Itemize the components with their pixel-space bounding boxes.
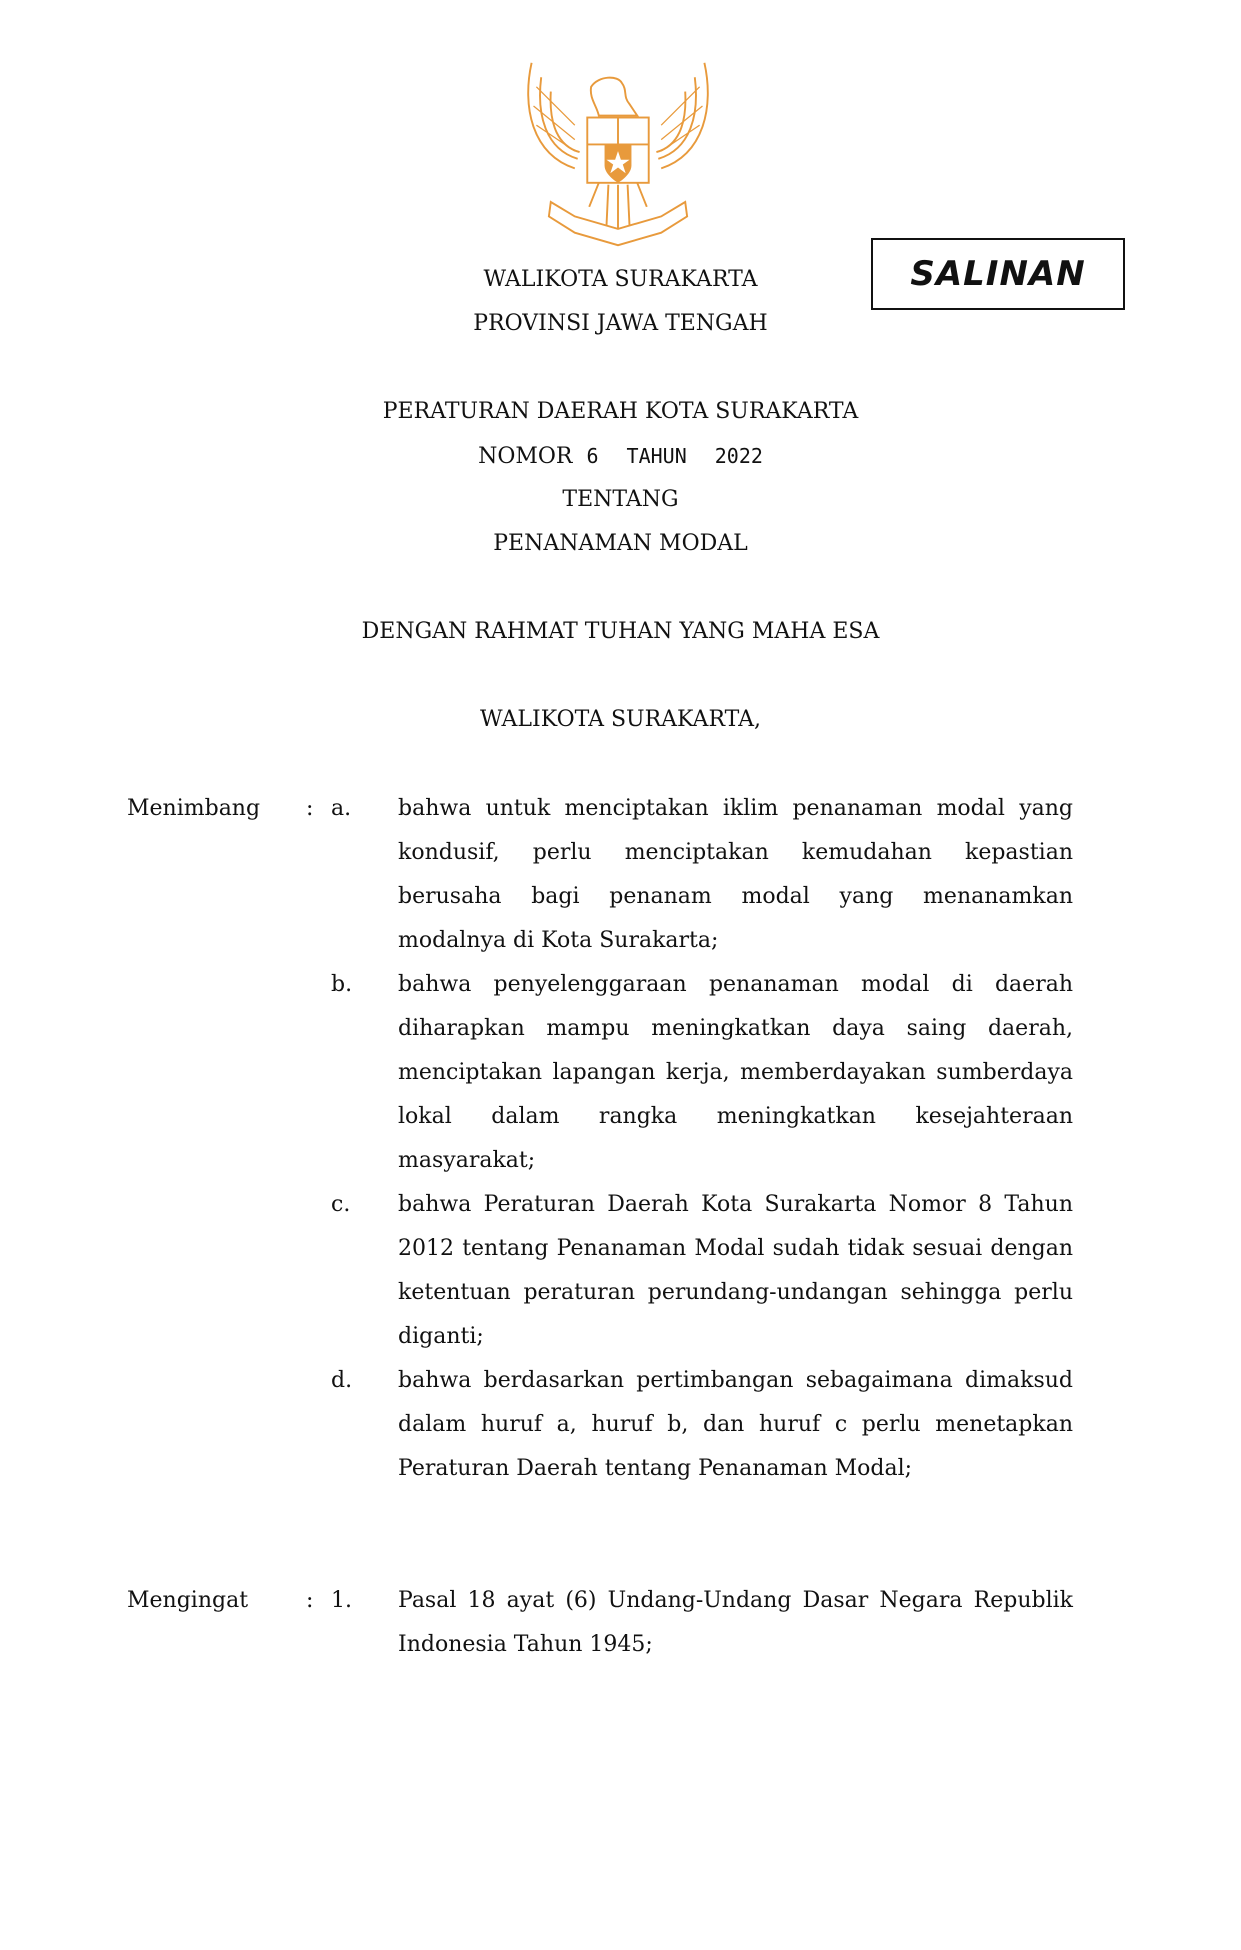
item-text: bahwa Peraturan Daerah Kota Surakarta Nomor 8 Tahun 2012 tentang Penanaman Modal sudah tidak sesuai dengan ketentuan peraturan perundang-undangan sehingga perlu diganti; <box>398 1192 1073 1349</box>
consideration-item <box>0 787 1241 963</box>
mengingat-label: Mengingat <box>127 1588 249 1613</box>
item-number: d. <box>331 1368 353 1393</box>
mengingat-section <box>0 1579 1241 1667</box>
garuda-emblem-icon <box>522 58 714 250</box>
province-title: PROVINSI JAWA TENGAH <box>473 311 768 336</box>
blessing-line: DENGAN RAHMAT TUHAN YANG MAHA ESA <box>361 619 880 644</box>
menimbang-label: Menimbang <box>127 796 261 821</box>
item-number: c. <box>331 1192 351 1217</box>
tentang-label: TENTANG <box>562 487 679 512</box>
menimbang-section <box>0 787 1241 1491</box>
consideration-item <box>0 1359 1241 1491</box>
menimbang-colon: : <box>306 796 314 821</box>
issuer-line: WALIKOTA SURAKARTA, <box>480 707 761 732</box>
nomor-label: NOMOR <box>478 444 573 469</box>
item-number: a. <box>331 796 352 821</box>
tahun-label: TAHUN <box>626 444 687 468</box>
regulation-title: PERATURAN DAERAH KOTA SURAKARTA <box>382 399 859 424</box>
item-text: bahwa untuk menciptakan iklim penanaman modal yang kondusif, perlu menciptakan kemudahan kepastian berusaha bagi penanam modal yang menanamkan modalnya di Kota Surakarta; <box>398 796 1073 953</box>
nomor-value: 6 <box>586 444 599 468</box>
item-number: b. <box>331 972 353 997</box>
item-text: Pasal 18 ayat (6) Undang-Undang Dasar Negara Republik Indonesia Tahun 1945; <box>398 1588 1073 1657</box>
item-number: 1. <box>331 1588 352 1613</box>
regulation-number <box>0 434 1241 479</box>
salinan-stamp: SALINAN <box>871 238 1125 310</box>
consideration-item <box>0 963 1241 1183</box>
issuer-title: WALIKOTA SURAKARTA <box>483 267 758 292</box>
item-text: bahwa penyelenggaraan penanaman modal di daerah diharapkan mampu meningkatkan daya saing daerah, menciptakan lapangan kerja, memberdayakan sumberdaya lokal dalam rangka meningkatkan kesejahteraan masyarakat; <box>398 972 1073 1173</box>
tahun-value: 2022 <box>714 444 763 468</box>
legal-basis-item <box>0 1579 1241 1667</box>
consideration-item <box>0 1183 1241 1359</box>
item-text: bahwa berdasarkan pertimbangan sebagaimana dimaksud dalam huruf a, huruf b, dan huruf c perlu menetapkan Peraturan Daerah tentang Penanaman Modal; <box>398 1368 1073 1481</box>
mengingat-colon: : <box>306 1588 314 1613</box>
regulation-subject: PENANAMAN MODAL <box>493 531 748 556</box>
